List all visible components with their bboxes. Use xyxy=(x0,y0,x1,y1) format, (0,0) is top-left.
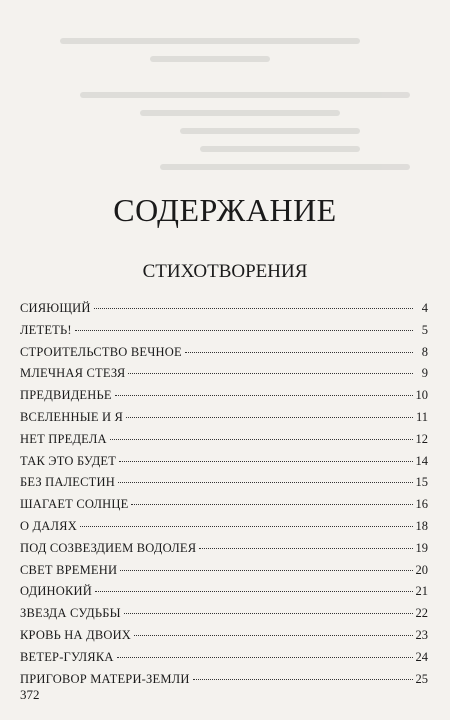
toc-entry-title: ЗВЕЗДА СУДЬБЫ xyxy=(20,606,121,621)
toc-entry-title: ОДИНОКИЙ xyxy=(20,584,93,599)
toc-row[interactable] xyxy=(20,494,428,516)
dot-leader xyxy=(193,679,413,680)
toc-entry-title: СВЕТ ВРЕМЕНИ xyxy=(20,562,118,577)
toc-row[interactable] xyxy=(20,385,428,407)
dot-leader xyxy=(119,461,412,462)
toc-row[interactable] xyxy=(20,342,428,364)
toc-page-number: 12 xyxy=(415,431,428,446)
toc-row[interactable] xyxy=(20,429,428,451)
toc-row[interactable] xyxy=(20,472,428,494)
toc-row[interactable] xyxy=(20,581,428,603)
dot-leader xyxy=(126,417,413,418)
dot-leader xyxy=(115,395,413,396)
toc-entry-title: ВСЕЛЕННЫЕ И Я xyxy=(20,409,124,424)
dot-leader xyxy=(110,439,413,440)
toc-page-number: 9 xyxy=(421,366,428,381)
toc-entry-title: МЛЕЧНАЯ СТЕЗЯ xyxy=(20,366,126,381)
toc-entry-title: БЕЗ ПАЛЕСТИН xyxy=(20,475,115,490)
toc-entry-title: О ДАЛЯХ xyxy=(20,518,77,533)
toc-entry-title: ПОД СОЗВЕЗДИЕМ ВОДОЛЕЯ xyxy=(20,540,197,555)
page-number: 372 xyxy=(20,687,40,702)
toc-row[interactable] xyxy=(20,451,428,473)
dot-leader xyxy=(128,373,413,374)
dot-leader xyxy=(120,570,412,571)
dot-leader xyxy=(131,504,412,505)
toc-page-number: 22 xyxy=(415,606,428,621)
toc-page-number: 25 xyxy=(415,671,428,686)
toc-page-number: 19 xyxy=(415,540,428,555)
dot-leader xyxy=(185,352,413,353)
dot-leader xyxy=(95,591,412,592)
dot-leader xyxy=(134,635,412,636)
toc-entry-title: ЛЕТЕТЬ! xyxy=(20,322,72,337)
toc-entry-title: ПРИГОВОР МАТЕРИ-ЗЕМЛИ xyxy=(20,671,190,686)
section-title: СТИХОТВОРЕНИЯ xyxy=(142,261,308,282)
toc-page-number: 16 xyxy=(415,497,428,512)
dot-leader xyxy=(94,308,413,309)
toc-row[interactable] xyxy=(20,407,428,429)
toc-page-number: 11 xyxy=(415,409,428,424)
toc-entry-title: НЕТ ПРЕДЕЛА xyxy=(20,431,107,446)
toc-entry-title: КРОВЬ НА ДВОИХ xyxy=(20,627,132,642)
toc-entry-title: СИЯЮЩИЙ xyxy=(20,301,91,315)
toc-entry-title: СТРОИТЕЛЬСТВО ВЕЧНОЕ xyxy=(20,344,182,359)
toc-page-number: 21 xyxy=(415,584,428,599)
toc-page-number: 15 xyxy=(415,475,428,490)
toc-row[interactable] xyxy=(20,298,428,320)
toc-page-number: 24 xyxy=(415,649,428,664)
dot-leader xyxy=(80,526,413,527)
toc-row[interactable] xyxy=(20,516,428,538)
toc-page-number: 18 xyxy=(415,518,428,533)
toc-page-number: 20 xyxy=(415,562,428,577)
toc-page-number: 4 xyxy=(421,301,428,315)
toc-entry-title: ВЕТЕР-ГУЛЯКА xyxy=(20,649,114,664)
toc-row[interactable] xyxy=(20,538,428,560)
page-title: СОДЕРЖАНИЕ xyxy=(113,192,337,228)
toc-row[interactable] xyxy=(20,603,428,625)
toc-entry-title: ШАГАЕТ СОЛНЦЕ xyxy=(20,497,129,512)
toc-row[interactable] xyxy=(20,560,428,582)
toc-page-number: 5 xyxy=(421,322,428,337)
toc-page-number: 10 xyxy=(415,388,428,403)
toc-entry-title: ПРЕДВИДЕНЬЕ xyxy=(20,388,112,403)
toc-entry-title: ТАК ЭТО БУДЕТ xyxy=(20,453,117,468)
dot-leader xyxy=(118,482,413,483)
dot-leader xyxy=(75,330,413,331)
dot-leader xyxy=(199,548,412,549)
show-through-text xyxy=(60,38,410,198)
toc-row[interactable] xyxy=(20,625,428,647)
toc-row[interactable] xyxy=(20,363,428,385)
toc-row[interactable] xyxy=(20,647,428,669)
toc-page-number: 14 xyxy=(415,453,428,468)
toc-row[interactable] xyxy=(20,669,428,691)
dot-leader xyxy=(117,657,413,658)
toc-page-number: 8 xyxy=(421,344,428,359)
table-of-contents xyxy=(20,298,428,690)
toc-row[interactable] xyxy=(20,320,428,342)
dot-leader xyxy=(124,613,413,614)
toc-page-number: 23 xyxy=(415,627,428,642)
